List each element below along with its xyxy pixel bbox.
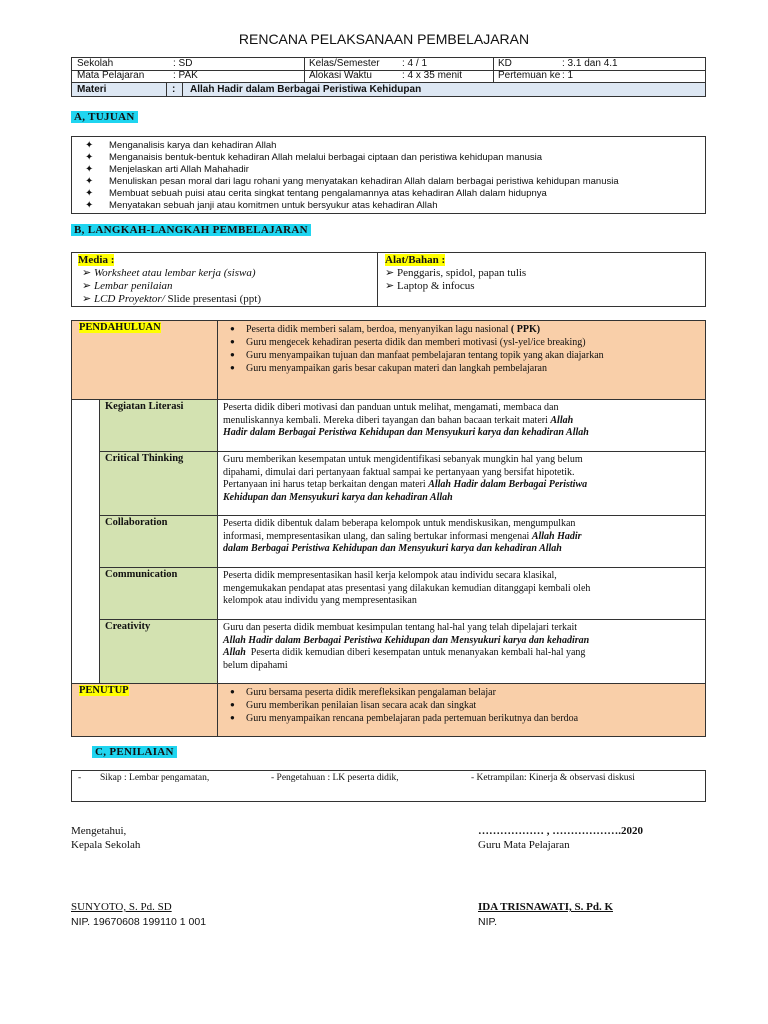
- circle-bullet-icon: ●: [230, 363, 235, 372]
- materi-row: [71, 82, 706, 97]
- kegiatan-label: Communication: [105, 569, 178, 580]
- kegiatan-label: Collaboration: [105, 517, 168, 528]
- sekolah-value: : SD: [173, 58, 193, 69]
- list-item: ➢ Laptop & infocus: [385, 280, 475, 292]
- arrow-bullet-icon: ➢: [82, 293, 92, 305]
- kegiatan-collaboration-text: Peserta didik dibentuk dalam beberapa kelompok untuk mendiskusikan, mengumpulkan informasi, mempresentasikan ulang, dan saling bertukar informasi mengenai Allah Hadir dalam Berbagai Peristiwa Kehidupan dan Mensyukuri karya dan kehadiran Allah: [223, 518, 582, 554]
- penilaian-keterampilan: - Ketrampilan: Kinerja & observasi diskusi: [471, 773, 635, 783]
- circle-bullet-icon: ●: [230, 350, 235, 359]
- pendahuluan-label: PENDAHULUAN: [79, 322, 161, 333]
- kd-value: : 3.1 dan 4.1: [562, 58, 618, 69]
- section-penilaian-title: C, PENILAIAN: [92, 746, 177, 758]
- activity-table: PENDAHULUAN ● Peserta didik memberi salam, berdoa, menyanyikan lagu nasional ( PPK) ● Guru mengecek kehadiran peserta didik dan memberi motivasi (ysl-yel/ice breaking) ● Guru menyampaikan tujuan dan manfaat pembelajaran tentang topik yang akan diajarkan ● Guru menyampaikan garis besar cakupan materi dan langkah pembelajaran Kegiatan Literasi Peserta didik diberi motivasi dan panduan untuk melihat, mengamati, membaca dan menuliskannya kembali. Mereka diberi tayangan dan bahan bacaan terkait materi Allah Hadir dalam Berbagai Peristiwa Kehidupan dan Mensyukuri karya dan kehadiran Allah Critical Thinking Guru memberikan kesempatan untuk mengidentifikasi sebanyak mungkin hal yang belum dipahami, dimulai dari pertanyaan faktual sampai ke pertanyaan yang bersifat hipotetik. Pertanyaan ini harus tetap berkaitan dengan materi Allah Hadir dalam Berbagai Peristiwa Kehidupan dan Mensyukuri karya dan kehadiran Allah Collaboration Peserta didik dibentuk dalam beberapa kelompok untuk mendiskusikan, mengumpulkan informasi, mempresentasikan ulang, dan saling bertukar informasi mengenai Allah Hadir dalam Berbagai Peristiwa Kehidupan dan Mensyukuri karya dan kehadiran Allah Communication Peserta didik mempresentasikan hasil kerja kelompok atau individu secara klasikal, mengemukakan pendapat atas presentasi yang dilakukan kemudian ditanggapi kembali oleh kelompok atau individu yang mempresentasikan Creativity Guru dan peserta didik membuat kesimpulan tentang hal-hal yang telah dipelajari terkait Allah Hadir dalam Berbagai Peristiwa Kehidupan dan Mensyukuri karya dan kehadiran Allah Peserta didik kemudian diberi kesempatan untuk menanyakan kembali hal-hal yang belum dipahami PENUTUP ● Guru bersama peserta didik merefleksikan pengalaman belajar ● Guru memberikan penilaian lisan secara acak dan singkat ● Guru menyampaikan rencana pembelajaran pada pertemuan berikutnya dan berdoa: [71, 320, 706, 737]
- list-item: ➢ Lembar penilaian: [82, 280, 173, 292]
- materi-value: Allah Hadir dalam Berbagai Peristiwa Kehidupan: [190, 84, 422, 95]
- cross-bullet-icon: ✦: [85, 188, 94, 199]
- nip-left: NIP. 19670608 199110 1 001: [71, 916, 207, 928]
- mapel-label: Mata Pelajaran: [77, 70, 145, 81]
- name-right: IDA TRISNAWATI, S. Pd. K: [478, 901, 613, 913]
- kegiatan-label: Kegiatan Literasi: [105, 401, 184, 412]
- pertemuan-value: : 1: [562, 70, 574, 81]
- page-title: RENCANA PELAKSANAAN PEMBELAJARAN: [238, 31, 530, 47]
- cross-bullet-icon: ✦: [85, 140, 94, 151]
- pertemuan-label: Pertemuan ke: [498, 70, 561, 81]
- alat-title: Alat/Bahan :: [385, 254, 446, 266]
- info-table: [71, 57, 706, 83]
- media-title: Media :: [78, 254, 115, 266]
- mengetahui-text: Mengetahui,: [71, 825, 127, 837]
- list-item: ➢ Penggaris, spidol, papan tulis: [385, 267, 527, 279]
- kelas-value: : 4 / 1: [402, 58, 428, 69]
- alokasi-label: Alokasi Waktu: [309, 70, 372, 81]
- circle-bullet-icon: ●: [230, 700, 235, 709]
- section-langkah-title: B, LANGKAH-LANGKAH PEMBELAJARAN: [71, 224, 311, 236]
- date-text: ……………… , ……………….2020: [478, 825, 643, 837]
- guru-text: Guru Mata Pelajaran: [478, 839, 570, 851]
- circle-bullet-icon: ●: [230, 324, 235, 333]
- alokasi-value: : 4 x 35 menit: [402, 70, 463, 81]
- kd-label: KD: [498, 58, 512, 69]
- kegiatan-creativity-text: Guru dan peserta didik membuat kesimpulan tentang hal-hal yang telah dipelajari terkait Allah Hadir dalam Berbagai Peristiwa Kehidupan dan Mensyukuri karya dan kehadiran Allah Peserta didik kemudian diberi kesempatan untuk menanyakan kembali hal-hal yang belum dipahami: [223, 622, 590, 671]
- circle-bullet-icon: ●: [230, 687, 235, 696]
- section-tujuan-title: A, TUJUAN: [71, 111, 138, 123]
- cross-bullet-icon: ✦: [85, 164, 94, 175]
- materi-label: Materi: [77, 84, 107, 95]
- kegiatan-label: Creativity: [105, 621, 151, 632]
- media-box: [71, 252, 706, 307]
- cross-bullet-icon: ✦: [85, 176, 94, 187]
- penutup-label: PENUTUP: [79, 685, 129, 696]
- kegiatan-communication-text: Peserta didik mempresentasikan hasil kerja kelompok atau individu secara klasikal, mengemukakan pendapat atas presentasi yang dilakukan kemudian ditanggapi kembali oleh kelompok atau individu yang mempresentasikan: [223, 570, 591, 606]
- kepala-sekolah-text: Kepala Sekolah: [71, 839, 141, 851]
- penilaian-pengetahuan: - Pengetahuan : LK peserta didik,: [271, 773, 399, 783]
- circle-bullet-icon: ●: [230, 337, 235, 346]
- penilaian-box: [71, 770, 706, 802]
- kegiatan-literasi-text: Peserta didik diberi motivasi dan panduan untuk melihat, mengamati, membaca dan menuliskannya kembali. Mereka diberi tayangan dan bahan bacaan terkait materi Allah Hadir dalam Berbagai Peristiwa Kehidupan dan Mensyukuri karya dan kehadiran Allah: [223, 402, 589, 438]
- penilaian-dash: -: [78, 773, 82, 783]
- circle-bullet-icon: ●: [230, 713, 235, 722]
- cross-bullet-icon: ✦: [85, 152, 94, 163]
- name-left: SUNYOTO, S. Pd. SD: [71, 901, 172, 913]
- cross-bullet-icon: ✦: [85, 200, 94, 211]
- arrow-bullet-icon: ➢: [82, 267, 92, 279]
- list-item: ➢ Worksheet atau lembar kerja (siswa): [82, 267, 256, 279]
- arrow-bullet-icon: ➢: [385, 267, 395, 279]
- tujuan-list: ✦ Menganalisis karya dan kehadiran Allah ✦ Menganaisis bentuk-bentuk kehadiran Allah melalui berbagai ciptaan dan peristiwa kehidupan manusia ✦ Menjelaskan arti Allah Mahahadir ✦ Menuliskan pesan moral dari lagu rohani yang menyatakan kehadiran Allah dalam berbagai peristiwa kehidupan manusia ✦ Membuat sebuah puisi atau cerita singkat tentang pengalamannya atas kehadiran Allah dalam hidupnya ✦ Menyatakan sebuah janji atau komitmen untuk bersyukur atas kehadiran Allah: [71, 136, 706, 214]
- arrow-bullet-icon: ➢: [82, 280, 92, 292]
- kelas-label: Kelas/Semester: [309, 58, 380, 69]
- kegiatan-label: Critical Thinking: [105, 453, 184, 464]
- arrow-bullet-icon: ➢: [385, 280, 395, 292]
- penilaian-sikap: Sikap : Lembar pengamatan,: [100, 773, 210, 783]
- nip-right: NIP.: [478, 916, 498, 928]
- list-item: ➢ LCD Proyektor/ Slide presentasi (ppt): [82, 293, 261, 305]
- sekolah-label: Sekolah: [77, 58, 114, 69]
- kegiatan-critical-text: Guru memberikan kesempatan untuk mengidentifikasi sebanyak mungkin hal yang belum dipahami, dimulai dari pertanyaan faktual sampai ke pertanyaan yang bersifat hipotetik. Pertanyaan ini harus tetap berkaitan dengan materi Allah Hadir dalam Berbagai Peristiwa Kehidupan dan Mensyukuri karya dan kehadiran Allah: [223, 454, 588, 503]
- mapel-value: : PAK: [173, 70, 198, 81]
- materi-colon: :: [172, 84, 176, 95]
